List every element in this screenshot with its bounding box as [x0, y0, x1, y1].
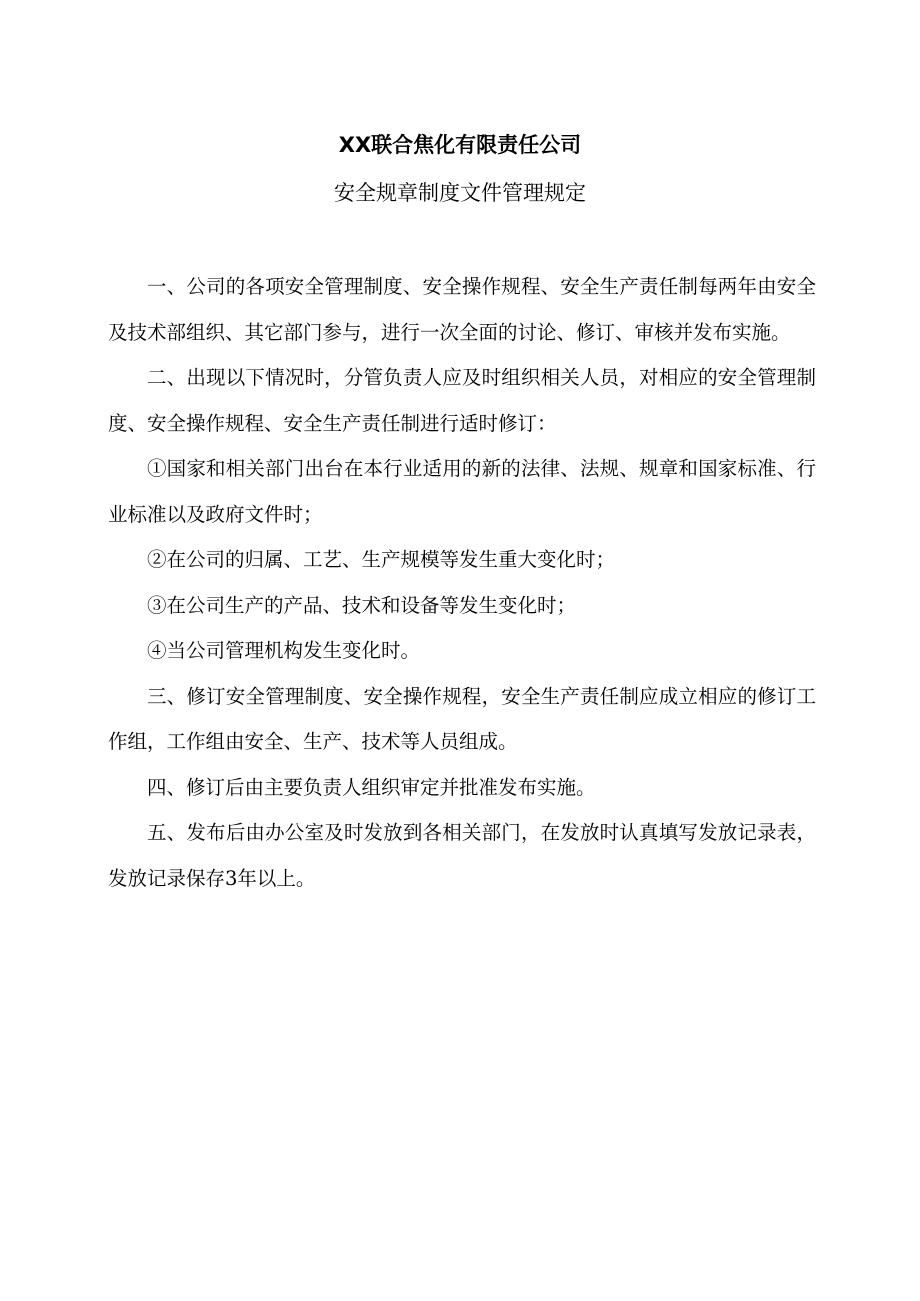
list-item-laws-standards: ①国家和相关部门出台在本行业适用的新的法律、法规、规章和国家标准、行业标准以及政府文件时； [108, 457, 816, 526]
paragraph-revision-triggers: 二、出现以下情况时，分管负责人应及时组织相关人员，对相应的安全管理制度、安全操作规程、安全生产责任制进行适时修订： [108, 366, 816, 435]
list-item-products-equipment: ③在公司生产的产品、技术和设备等发生变化时； [147, 593, 577, 617]
paragraph-distribution-records: 五、发布后由办公室及时发放到各相关部门，在发放时认真填写发放记录表，发放记录保存3年以上。 [108, 821, 816, 890]
list-item-management-structure: ④当公司管理机构发生变化时。 [147, 639, 421, 662]
document-body [108, 264, 816, 901]
paragraph-revision-cycle: 一、公司的各项安全管理制度、安全操作规程、安全生产责任制每两年由安全及技术部组织、其它部门参与，进行一次全面的讨论、修订、审核并发布实施。 [108, 275, 816, 344]
list-item-ownership-process: ②在公司的归属、工艺、生产规模等发生重大变化时； [147, 548, 616, 571]
document-title: XX联合焦化有限责任公司 [338, 133, 582, 157]
paragraph-approval: 四、修订后由主要负责人组织审定并批准发布实施。 [147, 775, 596, 799]
paragraph-revision-team: 三、修订安全管理制度、安全操作规程，安全生产责任制应成立相应的修订工作组，工作组由安全、生产、技术等人员组成。 [108, 684, 816, 753]
document-subtitle: 安全规章制度文件管理规定 [334, 181, 586, 205]
